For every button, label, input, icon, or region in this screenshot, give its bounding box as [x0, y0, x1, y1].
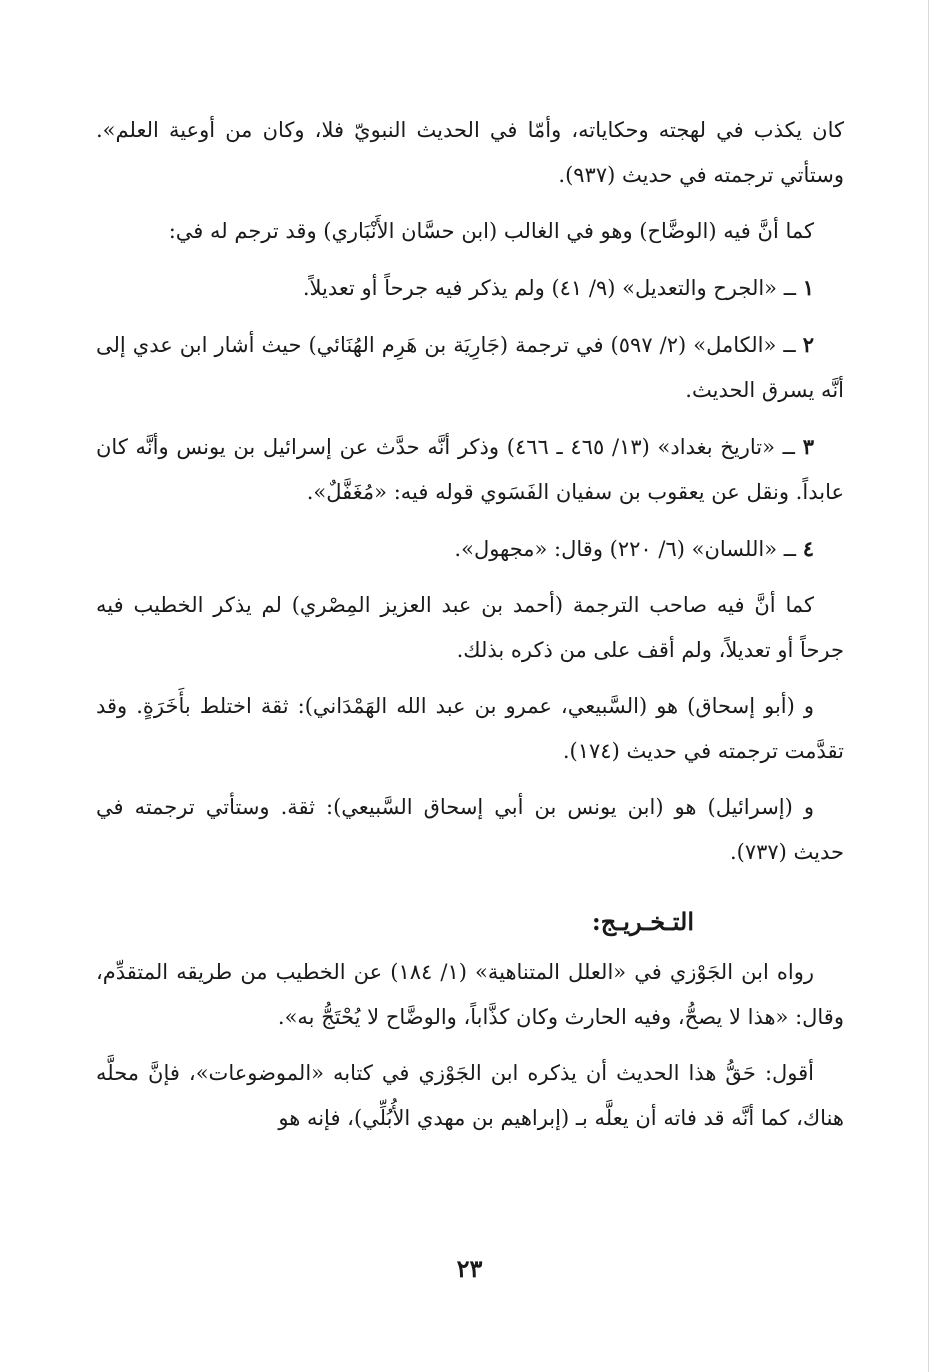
list-item-number: ٤ — [802, 536, 814, 561]
scan-edge-line — [928, 0, 929, 1372]
paragraph-author-of-entry: كما أنَّ فيه صاحب الترجمة (أحمد بن عبد العزيز المِصْري) لم يذكر الخطيب فيه جرحاً أو تعديلاً، ولم أقف على من ذكره بذلك. — [96, 593, 844, 662]
paragraph-author-comment: أقول: حَقُّ هذا الحديث أن يذكره ابن الجَوْزي في كتابه «الموضوعات»، فإنَّ محلَّه هناك، كما أنَّه قد فاته أن يعلَّه بـ (إبراهيم بن مهدي الأُبُلِّي)، فإنه هو — [96, 1061, 844, 1130]
list-item-text: «تاريخ بغداد» (١٣/ ٤٦٥ ـ ٤٦٦) وذكر أنَّه حدَّث عن إسرائيل بن يونس وأنَّه كان عابداً. ونقل عن يعقوب بن سفيان الفَسَوي قوله فيه: «مُغَفَّلٌ». — [96, 435, 844, 504]
list-item-dash: ــ — [776, 333, 796, 357]
list-item-3 — [96, 424, 844, 515]
list-item-text: «اللسان» (٦/ ٢٢٠) وقال: «مجهول». — [454, 537, 778, 561]
list-item-number: ٣ — [802, 434, 814, 459]
book-page-text — [96, 108, 844, 1152]
list-item-1 — [96, 265, 844, 311]
paragraph-israil: و (إسرائيل) هو (ابن يونس بن أبي إسحاق السَّبيعي): ثقة. وستأتي ترجمته في حديث (٧٣٧). — [96, 795, 844, 864]
list-item-dash: ــ — [777, 537, 797, 561]
list-item-dash: ــ — [774, 435, 795, 459]
list-item-number: ٢ — [802, 332, 814, 357]
page-number: ٢٣ — [456, 1254, 483, 1283]
list-item-text: «الجرح والتعديل» (٩/ ٤١) ولم يذكر فيه جرحاً أو تعديلاً. — [302, 276, 778, 300]
list-item-2 — [96, 322, 844, 413]
paragraph-abu-ishaq: و (أبو إسحاق) هو (السَّبيعي، عمرو بن عبد الله الهَمْدَاني): ثقة اختلط بأَخَرَةٍ. وقد تقدَّمت ترجمته في حديث (١٧٤). — [96, 694, 844, 763]
list-item-4 — [96, 526, 844, 572]
paragraph-wadhah-intro: كما أنَّ فيه (الوضَّاح) وهو في الغالب (ابن حسَّان الأَنْبَاري) وقد ترجم له في: — [168, 219, 814, 243]
section-heading-takhrij: التـخـريـج: — [591, 907, 694, 936]
list-item-dash: ــ — [777, 276, 797, 300]
paragraph-continuation: كان يكذب في لهجته وحكاياته، وأمّا في الحديث النبويّ فلا، وكان من أوعية العلم». وستأتي ترجمته في حديث (٩٣٧). — [96, 118, 844, 187]
list-item-text: «الكامل» (٢/ ٥٩٧) في ترجمة (جَارِيَة بن هَرِم الهُنَائي) حيث أشار ابن عدي إلى أنَّه يسرق الحديث. — [96, 333, 844, 402]
list-item-number: ١ — [802, 275, 814, 300]
paragraph-takhrij-ibn-jawzi: رواه ابن الجَوْزي في «العلل المتناهية» (١/ ١٨٤) عن الخطيب من طريقه المتقدِّم، وقال: «هذا لا يصحُّ، وفيه الحارث وكان كذَّاباً، والوضَّاح لا يُحْتَجُّ به». — [96, 960, 844, 1029]
